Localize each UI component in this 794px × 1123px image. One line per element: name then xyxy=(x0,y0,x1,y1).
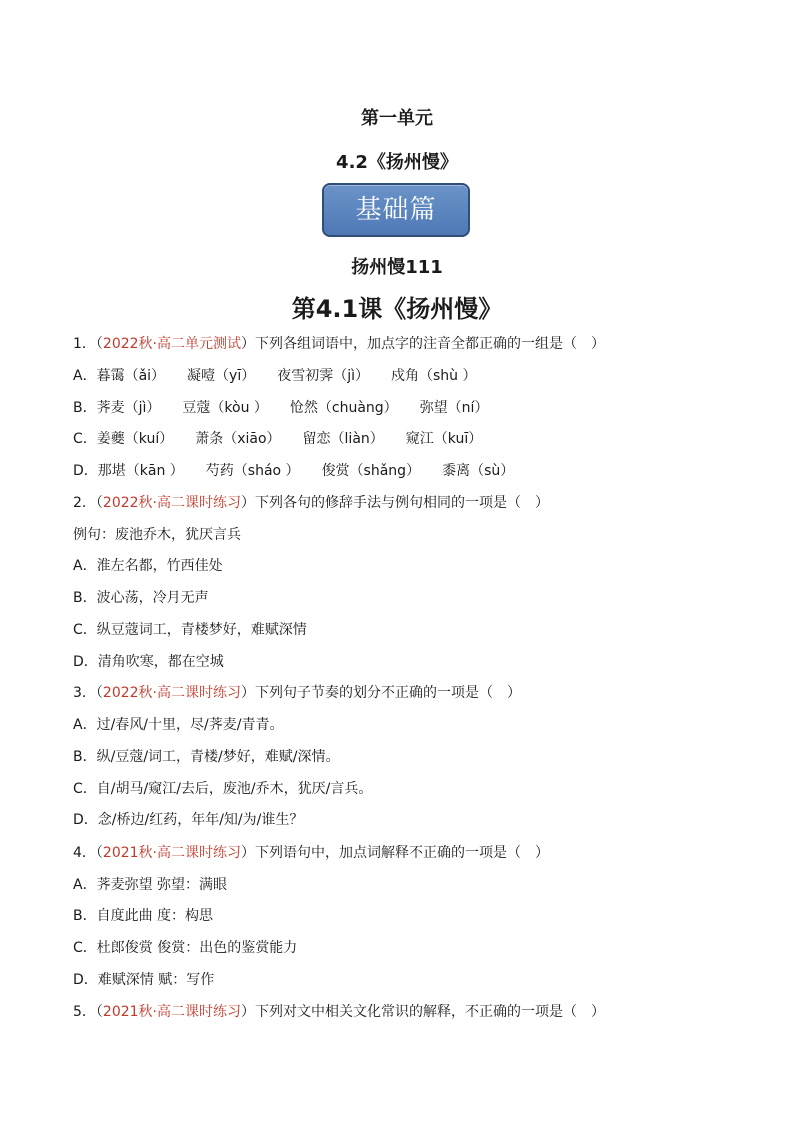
question-source: 2022秋·高二单元测试 xyxy=(102,336,242,352)
question-3: 3．（2022秋·高二课时练习）下列句子节奏的划分不正确的一项是（ ） xyxy=(73,685,522,701)
question-source: 2021秋·高二课时练习 xyxy=(102,845,242,861)
question-source: 2022秋·高二课时练习 xyxy=(102,495,242,511)
q1-option-b: B．荠麦（jì） 豆蔻（kòu ） 怆然（chuàng） 弥望（ní） xyxy=(73,400,489,416)
question-source: 2021秋·高二课时练习 xyxy=(102,1004,242,1020)
question-5: 5．（2021秋·高二课时练习）下列对文中相关文化常识的解释，不正确的一项是（ ） xyxy=(73,1004,606,1020)
question-4: 4．（2021秋·高二课时练习）下列语句中，加点词解释不正确的一项是（ ） xyxy=(73,845,550,861)
q3-option-a: A．过/春风/十里，尽/荠麦/青青。 xyxy=(73,717,284,733)
q2-option-a: A．淮左名都，竹西佳处 xyxy=(73,558,223,574)
subtitle: 扬州慢111 xyxy=(351,257,443,278)
q1-option-c: C．姜夔（kuí） 萧条（xiāo） 留恋（liàn） 窥江（kuī） xyxy=(73,431,483,447)
lesson-heading: 4.2《扬州慢》 xyxy=(336,152,458,173)
q4-option-c: C．杜郎俊赏 俊赏：出色的鉴赏能力 xyxy=(73,940,298,956)
basic-level-badge: 基础篇 xyxy=(322,183,470,237)
q1-option-a: A．暮霭（ǎi） 凝噎（yī） 夜雪初霁（jì） 戍角（shù ） xyxy=(73,368,477,384)
question-source: 2022秋·高二课时练习 xyxy=(102,685,242,701)
q2-option-d: D．清角吹寒，都在空城 xyxy=(73,654,224,670)
question-1: 1．（2022秋·高二单元测试）下列各组词语中，加点字的注音全都正确的一组是（ ） xyxy=(73,336,606,352)
q2-example: 例句：废池乔木，犹厌言兵 xyxy=(73,527,241,543)
question-2: 2．（2022秋·高二课时练习）下列各句的修辞手法与例句相同的一项是（ ） xyxy=(73,495,550,511)
q2-option-c: C．纵豆蔻词工，青楼梦好，难赋深情 xyxy=(73,622,307,638)
q4-option-d: D．难赋深情 赋：写作 xyxy=(73,972,215,988)
q4-option-b: B．自度此曲 度：构思 xyxy=(73,908,214,924)
unit-heading: 第一单元 xyxy=(361,108,433,129)
q3-option-d: D．念/桥边/红药，年年/知/为/谁生？ xyxy=(73,812,304,828)
q3-option-c: C．自/胡马/窥江/去后，废池/乔木，犹厌/言兵。 xyxy=(73,781,373,797)
q2-option-b: B．波心荡，冷月无声 xyxy=(73,590,209,606)
q4-option-a: A．荠麦弥望 弥望：满眼 xyxy=(73,877,228,893)
lesson-title: 第4.1课《扬州慢》 xyxy=(291,295,503,323)
q3-option-b: B．纵/豆蔻/词工，青楼/梦好，难赋/深情。 xyxy=(73,749,340,765)
q1-option-d: D．那堪（kān ） 芍药（sháo ） 俊赏（shǎng） 黍离（sù） xyxy=(73,463,515,479)
